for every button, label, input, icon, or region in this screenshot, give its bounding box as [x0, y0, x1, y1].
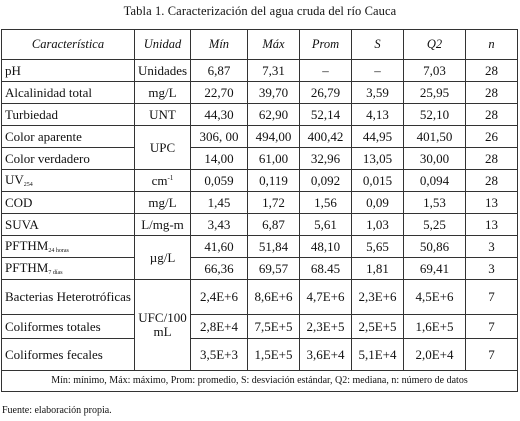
- max-cell: 7,5E+5: [248, 315, 300, 339]
- prom-cell: 1,56: [300, 192, 352, 214]
- n-cell: 28: [466, 82, 518, 104]
- min-cell: 22,70: [191, 82, 248, 104]
- table-row: [2, 104, 518, 126]
- header-s: S: [352, 30, 404, 60]
- max-cell: 61,00: [248, 148, 300, 170]
- min-cell: 3,43: [191, 214, 248, 236]
- min-cell: 2,8E+4: [191, 315, 248, 339]
- unit-cell: µg/L: [135, 236, 191, 280]
- param-subscript: 254: [23, 181, 33, 188]
- prom-cell: 4,7E+6: [300, 280, 352, 315]
- q2-cell: 2,0E+4: [404, 339, 466, 371]
- unit-cell: UNT: [135, 104, 191, 126]
- max-cell: 494,00: [248, 126, 300, 148]
- n-cell: 13: [466, 192, 518, 214]
- param-cell: $PFTHM_{7 días}$: [2, 258, 135, 280]
- header-row: [2, 30, 518, 60]
- min-cell: 66,36: [191, 258, 248, 280]
- q2-cell: 5,25: [404, 214, 466, 236]
- unit-superscript: -1: [167, 173, 174, 182]
- table-row: [2, 258, 518, 280]
- unit-cell: Unidades: [135, 60, 191, 82]
- min-cell: 2,4E+6: [191, 280, 248, 315]
- s-cell: 4,13: [352, 104, 404, 126]
- q2-cell: 1,53: [404, 192, 466, 214]
- unit-cell: UFC/100 mL: [135, 280, 191, 371]
- param-cell: Color verdadero: [2, 148, 135, 170]
- s-cell: 1,81: [352, 258, 404, 280]
- unit-cell: mg/L: [135, 192, 191, 214]
- n-cell: 7: [466, 280, 518, 315]
- max-cell: 1,5E+5: [248, 339, 300, 371]
- water-characterization-table: [1, 29, 518, 392]
- min-cell: 1,45: [191, 192, 248, 214]
- n-cell: 13: [466, 214, 518, 236]
- unit-cell: L/mg-m: [135, 214, 191, 236]
- s-cell: 2,5E+5: [352, 315, 404, 339]
- header-q2: Q2: [404, 30, 466, 60]
- table-row: [2, 192, 518, 214]
- s-cell: 0,09: [352, 192, 404, 214]
- prom-cell: 52,14: [300, 104, 352, 126]
- q2-cell: 30,00: [404, 148, 466, 170]
- param-cell: COD: [2, 192, 135, 214]
- prom-cell: 26,79: [300, 82, 352, 104]
- min-cell: 41,60: [191, 236, 248, 258]
- min-cell: 3,5E+3: [191, 339, 248, 371]
- param-cell: Bacterias Heterotróficas: [2, 280, 135, 315]
- table-row: [2, 280, 518, 315]
- header-unidad: Unidad: [135, 30, 191, 60]
- source-note: Fuente: elaboración propia.: [2, 405, 112, 416]
- n-cell: 7: [466, 315, 518, 339]
- table-row: [2, 82, 518, 104]
- param-cell: Coliformes fecales: [2, 339, 135, 371]
- s-cell: 1,03: [352, 214, 404, 236]
- unit-cell: UPC: [135, 126, 191, 170]
- param-cell: Color aparente: [2, 126, 135, 148]
- q2-cell: 25,95: [404, 82, 466, 104]
- min-cell: 6,87: [191, 60, 248, 82]
- s-cell: 5,65: [352, 236, 404, 258]
- q2-cell: 401,50: [404, 126, 466, 148]
- q2-cell: 4,5E+6: [404, 280, 466, 315]
- prom-cell: 3,6E+4: [300, 339, 352, 371]
- prom-cell: 2,3E+5: [300, 315, 352, 339]
- s-cell: 0,015: [352, 170, 404, 192]
- max-cell: 62,90: [248, 104, 300, 126]
- header-max: Máx: [248, 30, 300, 60]
- table-row: [2, 148, 518, 170]
- prom-cell: 400,42: [300, 126, 352, 148]
- s-cell: 3,59: [352, 82, 404, 104]
- n-cell: 28: [466, 148, 518, 170]
- table-row: [2, 126, 518, 148]
- header-min: Mín: [191, 30, 248, 60]
- param-cell: Coliformes totales: [2, 315, 135, 339]
- param-cell: $UV_{254}$: [2, 170, 135, 192]
- q2-cell: 7,03: [404, 60, 466, 82]
- q2-cell: 1,6E+5: [404, 315, 466, 339]
- table-title: Tabla 1. Caracterización del agua cruda del río Cauca: [123, 4, 397, 18]
- table-footnote: Mín: mínimo, Máx: máximo, Prom: promedio, S: desviación estándar, Q2: mediana, n: número de datos: [2, 371, 518, 392]
- prom-cell: –: [300, 60, 352, 82]
- s-cell: 5,1E+4: [352, 339, 404, 371]
- q2-cell: 69,41: [404, 258, 466, 280]
- q2-cell: 50,86: [404, 236, 466, 258]
- table-row: [2, 214, 518, 236]
- n-cell: 28: [466, 170, 518, 192]
- max-cell: 1,72: [248, 192, 300, 214]
- max-cell: 7,31: [248, 60, 300, 82]
- max-cell: 39,70: [248, 82, 300, 104]
- prom-cell: 32,96: [300, 148, 352, 170]
- header-caracteristica: Característica: [2, 30, 135, 60]
- n-cell: 26: [466, 126, 518, 148]
- max-cell: 69,57: [248, 258, 300, 280]
- max-cell: 6,87: [248, 214, 300, 236]
- min-cell: 14,00: [191, 148, 248, 170]
- param-subscript: 7 días: [48, 269, 63, 276]
- n-cell: 28: [466, 104, 518, 126]
- min-cell: 0,059: [191, 170, 248, 192]
- max-cell: 51,84: [248, 236, 300, 258]
- max-cell: 8,6E+6: [248, 280, 300, 315]
- s-cell: 44,95: [352, 126, 404, 148]
- table-row: [2, 236, 518, 258]
- min-cell: 44,30: [191, 104, 248, 126]
- n-cell: 3: [466, 236, 518, 258]
- s-cell: 13,05: [352, 148, 404, 170]
- n-cell: 3: [466, 258, 518, 280]
- param-cell: Turbiedad: [2, 104, 135, 126]
- prom-cell: 0,092: [300, 170, 352, 192]
- max-cell: 0,119: [248, 170, 300, 192]
- param-cell: pH: [2, 60, 135, 82]
- header-prom: Prom: [300, 30, 352, 60]
- param-cell: SUVA: [2, 214, 135, 236]
- min-cell: 306, 00: [191, 126, 248, 148]
- unit-cell: $cm^{-1}$: [135, 170, 191, 192]
- prom-cell: 5,61: [300, 214, 352, 236]
- param-subscript: 24 horas: [48, 247, 69, 254]
- q2-cell: 0,094: [404, 170, 466, 192]
- param-cell: $PFTHM_{24 horas}$: [2, 236, 135, 258]
- prom-cell: 68.45: [300, 258, 352, 280]
- table-row: [2, 315, 518, 339]
- s-cell: 2,3E+6: [352, 280, 404, 315]
- param-cell: Alcalinidad total: [2, 82, 135, 104]
- header-n: n: [466, 30, 518, 60]
- n-cell: 7: [466, 339, 518, 371]
- prom-cell: 48,10: [300, 236, 352, 258]
- q2-cell: 52,10: [404, 104, 466, 126]
- s-cell: –: [352, 60, 404, 82]
- unit-cell: mg/L: [135, 82, 191, 104]
- table-row: [2, 339, 518, 371]
- table-row: [2, 60, 518, 82]
- n-cell: 28: [466, 60, 518, 82]
- table-row: [2, 170, 518, 192]
